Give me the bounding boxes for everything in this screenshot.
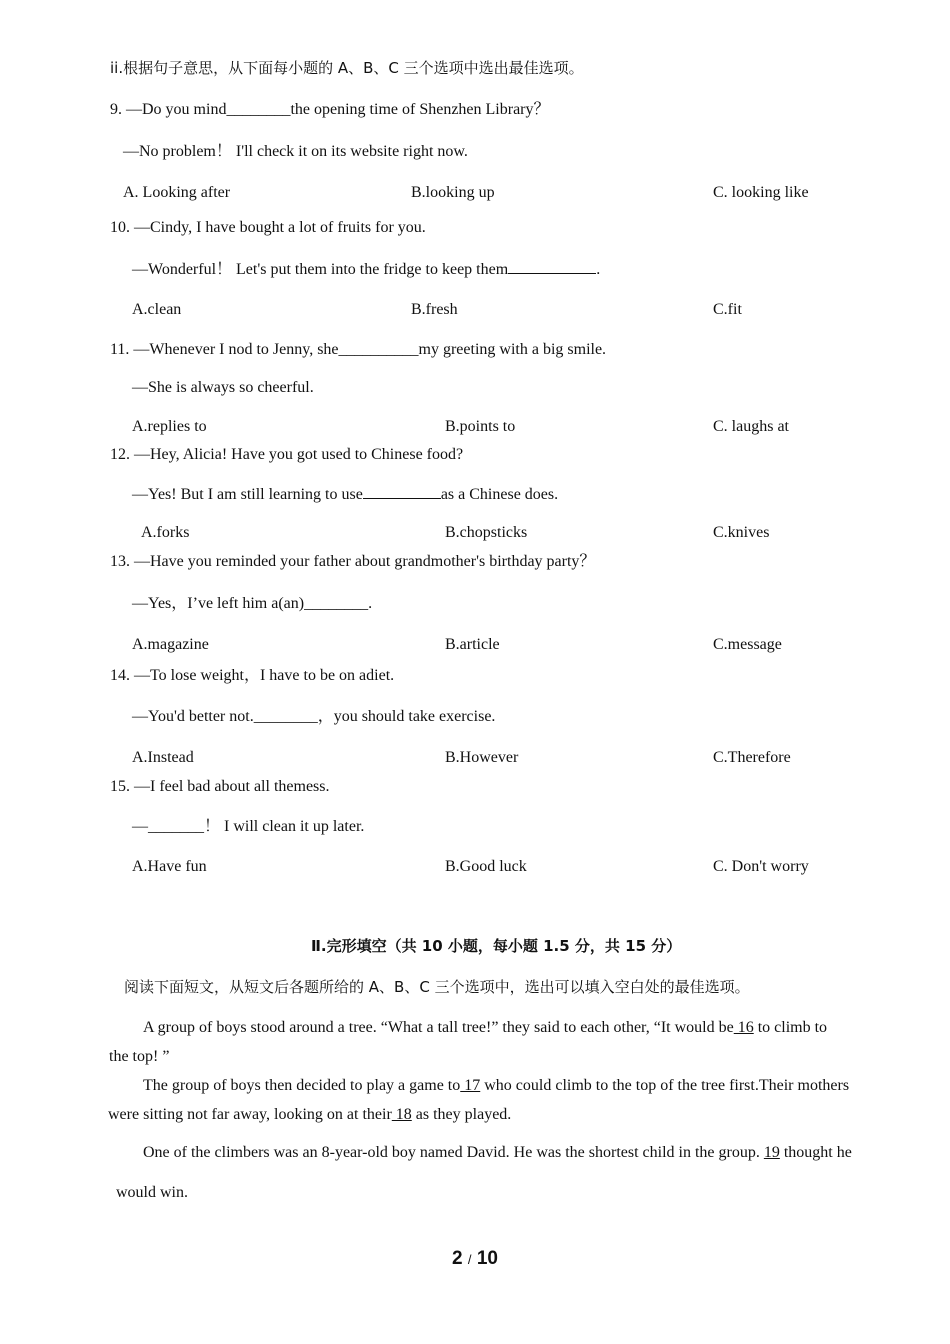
question-15-option-c[interactable]: C. Don't worry [713,858,809,875]
question-12-blank [363,484,441,499]
page-separator: / [467,1252,472,1267]
question-12-option-b[interactable]: B.chopsticks [445,524,528,541]
page-total: 10 [476,1248,498,1269]
question-12: 12. —Hey, Alicia! Have you got used to Chinese food? [110,446,464,463]
page-current: 2 [452,1248,463,1269]
passage-p2-text-a: The group of boys then decided to play a game to [143,1077,461,1094]
passage-paragraph-1-line-1 [143,1018,827,1038]
question-9-blank: ________ [226,101,291,118]
question-15-reply-pre: — [132,818,148,835]
blank-number-19: 19 [763,1144,780,1161]
question-15-reply [132,817,364,837]
passage-paragraph-3-line-2: would win. [116,1184,188,1201]
question-11 [110,340,606,360]
question-13-option-b[interactable]: B.article [445,636,500,653]
question-14-option-a[interactable]: A.Instead [132,749,194,766]
question-11-text-pre: 11. —Whenever I nod to Jenny, she [110,341,339,358]
question-10-option-c[interactable]: C.fit [713,301,742,318]
passage-p1-text-b: to climb to [753,1019,828,1036]
question-13-option-c[interactable]: C.message [713,636,782,653]
section-2-instruction: 阅读下面短文，从短文后各题所给的 A、B、C 三个选项中，选出可以填入空白处的最佳选项。 [124,978,750,996]
passage-paragraph-2-line-1 [143,1076,849,1096]
question-11-text-post: my greeting with a big smile. [418,341,607,358]
question-14-option-b[interactable]: B.However [445,749,519,766]
passage-paragraph-3-line-1 [143,1143,852,1163]
question-14-reply [132,707,495,727]
passage-p3-text-b: thought he [779,1144,852,1161]
question-9-reply: —No problem！ I'll check it on its website right now. [123,143,468,160]
question-9-text-pre: 9. —Do you mind [110,101,227,118]
question-15-option-a[interactable]: A.Have fun [132,858,207,875]
blank-number-18: 18 [391,1106,412,1123]
passage-p1-text-a: A group of boys stood around a tree. “What a tall tree!” they said to each other, “It would be [143,1019,734,1036]
blank-number-17: 17 [460,1077,481,1094]
question-9-option-b[interactable]: B.looking up [411,184,495,201]
question-11-blank: __________ [338,341,419,358]
question-10-reply-pre: —Wonderful！ Let's put them into the fridge to keep them [132,261,509,278]
question-12-option-c[interactable]: C.knives [713,524,770,541]
question-9-text-post: the opening time of Shenzhen Library？ [290,101,550,118]
question-11-option-b[interactable]: B.points to [445,418,516,435]
question-11-reply: —She is always so cheerful. [132,379,314,396]
question-13-option-a[interactable]: A.magazine [132,636,209,653]
question-13-reply [132,594,372,614]
question-14: 14. —To lose weight，I have to be on adiet. [110,667,395,684]
question-11-option-c[interactable]: C. laughs at [713,418,789,435]
passage-p2-text-b: who could climb to the top of the tree first.Their mothers [480,1077,850,1094]
question-15-reply-post: ！ I will clean it up later. [204,818,365,835]
question-12-reply-post: as a Chinese does. [440,486,559,503]
question-13-blank: ________ [304,595,369,612]
question-13-reply-post: . [368,595,373,612]
question-12-option-a[interactable]: A.forks [141,524,190,541]
page-number [0,1248,950,1270]
question-9-option-c[interactable]: C. looking like [713,184,809,201]
question-12-reply [132,484,558,505]
question-9-option-a[interactable]: A. Looking after [123,184,231,201]
passage-p2-text-c: were sitting not far away, looking on at their [108,1106,392,1123]
section-2-title: Ⅱ.完形填空（共 10 小题，每小题 1.5 分，共 15 分） [311,937,682,955]
question-10-blank [508,259,596,274]
question-14-blank: ________ [253,708,318,725]
passage-paragraph-1-line-2: the top! ” [109,1048,170,1065]
instruction-ii: ii.根据句子意思，从下面每小题的 A、B、C 三个选项中选出最佳选项。 [110,59,584,77]
question-10-option-a[interactable]: A.clean [132,301,182,318]
question-10-reply-post: . [596,261,601,278]
passage-p2-text-d: as they played. [411,1106,512,1123]
question-15-blank: _______ [148,818,204,835]
question-15: 15. —I feel bad about all themess. [110,778,330,795]
passage-p3-text-a: One of the climbers was an 8-year-old boy named David. He was the shortest child in the group. [143,1144,760,1161]
question-9 [110,100,550,120]
question-11-option-a[interactable]: A.replies to [132,418,207,435]
question-14-option-c[interactable]: C.Therefore [713,749,791,766]
passage-paragraph-2-line-2 [108,1105,511,1125]
question-14-reply-pre: —You'd better not. [132,708,254,725]
question-10: 10. —Cindy, I have bought a lot of fruits for you. [110,219,426,236]
question-10-option-b[interactable]: B.fresh [411,301,458,318]
question-13: 13. —Have you reminded your father about grandmother's birthday party？ [110,553,596,570]
blank-number-16: 16 [733,1019,754,1036]
question-10-reply [132,259,600,280]
question-15-option-b[interactable]: B.Good luck [445,858,527,875]
question-13-reply-pre: —Yes，I’ve left him a(an) [132,595,305,612]
question-12-reply-pre: —Yes! But I am still learning to use [132,486,363,503]
question-14-reply-post: ，you should take exercise. [317,708,496,725]
